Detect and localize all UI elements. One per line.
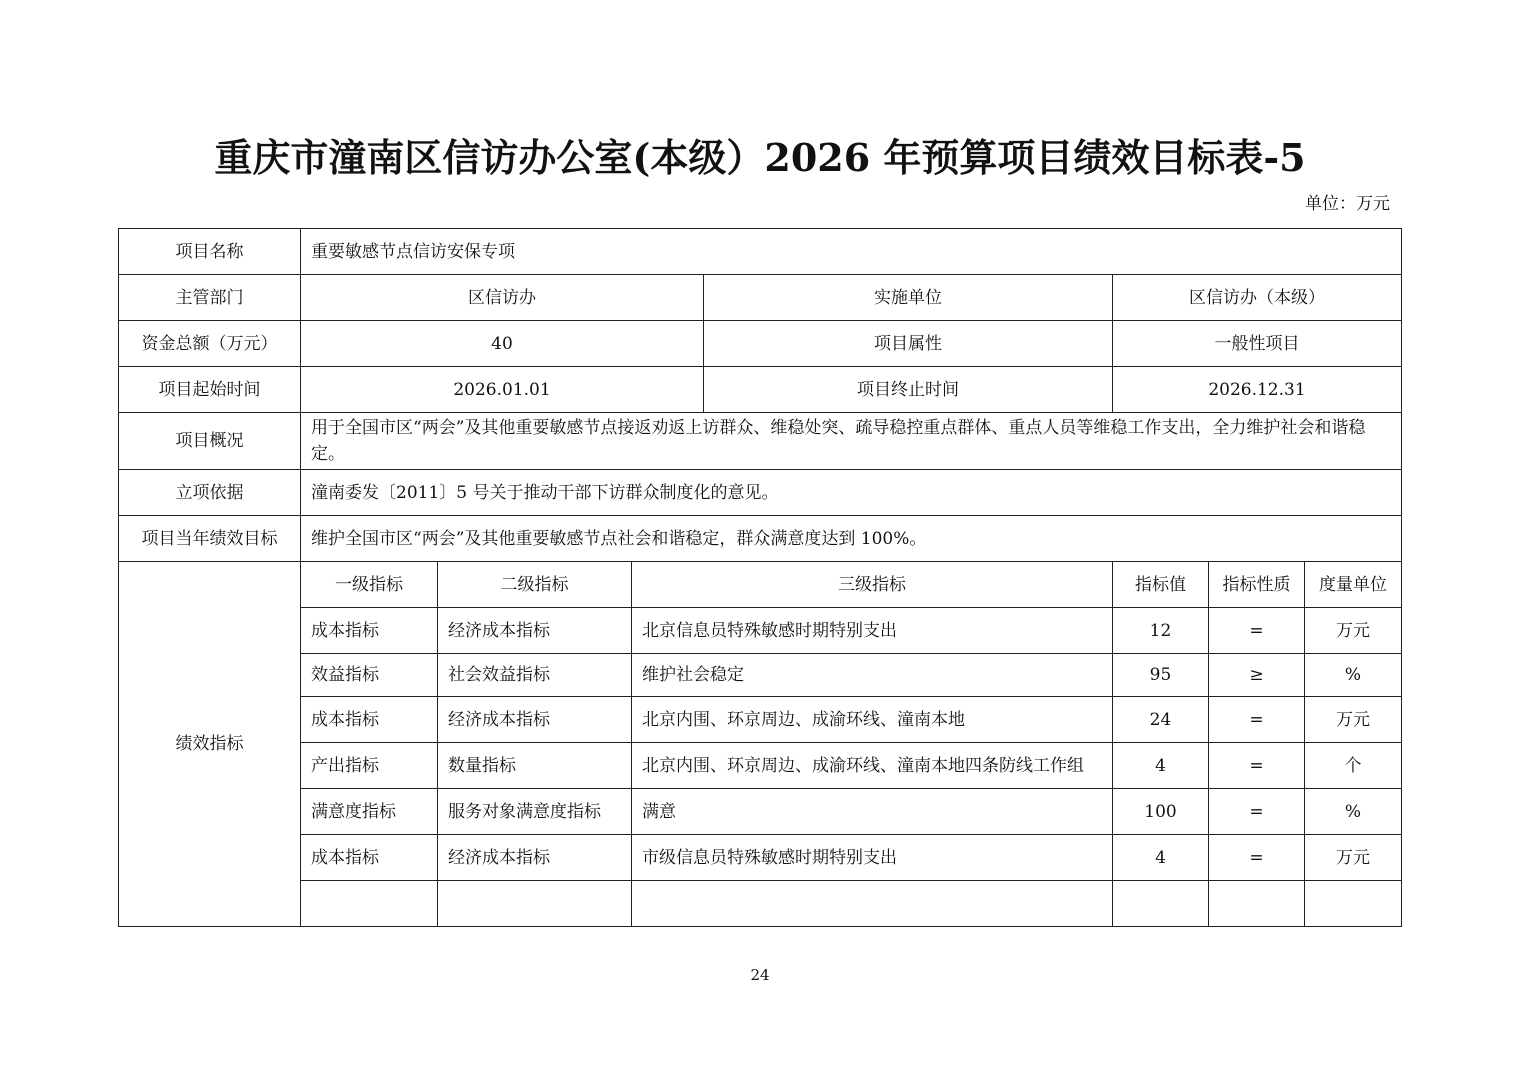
header-unit: 度量单位 — [1305, 562, 1402, 608]
page-title: 重庆市潼南区信访办公室(本级）2026 年预算项目绩效目标表-5 — [214, 135, 1306, 180]
indicator-level1: 成本指标 — [301, 608, 438, 654]
indicator-level3: 北京内围、环京周边、成渝环线、潼南本地四条防线工作组 — [642, 755, 1084, 776]
overview-label: 项目概况 — [119, 413, 301, 470]
indicator-nature: ≥ — [1209, 654, 1305, 697]
indicator-level2: 经济成本指标 — [438, 608, 632, 654]
attr-value: 一般性项目 — [1113, 321, 1402, 367]
indicator-level1: 满意度指标 — [301, 789, 438, 835]
indicator-row — [119, 608, 1402, 654]
indicator-level3: 维护社会稳定 — [632, 654, 1113, 697]
indicator-row — [119, 835, 1402, 881]
fund-value: 40 — [301, 321, 704, 367]
indicator-level1: 成本指标 — [301, 835, 438, 881]
empty-cell — [1209, 881, 1305, 927]
goal-value: 维护全国市区“两会”及其他重要敏感节点社会和谐稳定，群众满意度达到 100%。 — [301, 516, 1402, 562]
empty-cell — [301, 881, 438, 927]
overview-value: 用于全国市区“两会”及其他重要敏感节点接返劝返上访群众、维稳处突、疏导稳控重点群体、重点人员等维稳工作支出，全力维护社会和谐稳定。 — [301, 413, 1402, 470]
header-level1: 一级指标 — [301, 562, 438, 608]
basis-label: 立项依据 — [119, 470, 301, 516]
indicator-level3: 北京信息员特殊敏感时期特别支出 — [632, 608, 1113, 654]
indicator-level2: 社会效益指标 — [438, 654, 632, 697]
indicator-nature: = — [1209, 743, 1305, 789]
indicator-value: 4 — [1113, 743, 1209, 789]
empty-cell — [632, 881, 1113, 927]
indicators-section-label: 绩效指标 — [119, 562, 301, 927]
indicator-level2: 服务对象满意度指标 — [438, 789, 632, 835]
indicator-level2: 经济成本指标 — [438, 835, 632, 881]
empty-cell — [1113, 881, 1209, 927]
indicator-level3: 满意 — [632, 789, 1113, 835]
basis-value: 潼南委发〔2011〕5 号关于推动干部下访群众制度化的意见。 — [301, 470, 1402, 516]
impl-value: 区信访办（本级） — [1113, 275, 1402, 321]
dept-value: 区信访办 — [301, 275, 704, 321]
indicator-header-row — [119, 562, 1402, 608]
attr-label: 项目属性 — [704, 321, 1113, 367]
indicator-level1: 成本指标 — [301, 697, 438, 743]
indicator-value: 4 — [1113, 835, 1209, 881]
indicator-unit: 万元 — [1305, 835, 1402, 881]
indicator-unit: 万元 — [1305, 697, 1402, 743]
indicator-level1: 产出指标 — [301, 743, 438, 789]
indicator-nature: = — [1209, 697, 1305, 743]
header-level2: 二级指标 — [438, 562, 632, 608]
period-row — [119, 367, 1402, 413]
header-nature: 指标性质 — [1209, 562, 1305, 608]
impl-label: 实施单位 — [704, 275, 1113, 321]
indicator-unit: % — [1305, 654, 1402, 697]
indicator-value: 24 — [1113, 697, 1209, 743]
indicator-value: 95 — [1113, 654, 1209, 697]
indicator-level2: 数量指标 — [438, 743, 632, 789]
end-value: 2026.12.31 — [1113, 367, 1402, 413]
indicator-unit: 个 — [1305, 743, 1402, 789]
indicator-level3: 北京内围、环京周边、成渝环线、潼南本地 — [632, 697, 1113, 743]
fund-row — [119, 321, 1402, 367]
indicator-unit: 万元 — [1305, 608, 1402, 654]
indicator-level3-cell — [632, 743, 1113, 789]
project-name-value: 重要敏感节点信访安保专项 — [301, 229, 1402, 275]
fund-label: 资金总额（万元） — [119, 321, 301, 367]
overview-row — [119, 413, 1402, 470]
goal-row — [119, 516, 1402, 562]
basis-row — [119, 470, 1402, 516]
indicator-nature: = — [1209, 608, 1305, 654]
dept-label: 主管部门 — [119, 275, 301, 321]
start-label: 项目起始时间 — [119, 367, 301, 413]
indicator-row — [119, 654, 1402, 697]
header-level3: 三级指标 — [632, 562, 1113, 608]
start-value: 2026.01.01 — [301, 367, 704, 413]
indicator-row — [119, 743, 1402, 789]
indicator-value: 100 — [1113, 789, 1209, 835]
empty-indicator-row — [119, 881, 1402, 927]
indicator-value: 12 — [1113, 608, 1209, 654]
indicator-level3: 市级信息员特殊敏感时期特别支出 — [632, 835, 1113, 881]
goal-label: 项目当年绩效目标 — [119, 516, 301, 562]
page-number: 24 — [750, 966, 770, 984]
indicator-row — [119, 789, 1402, 835]
indicator-nature: = — [1209, 835, 1305, 881]
indicator-unit: % — [1305, 789, 1402, 835]
performance-table — [118, 228, 1402, 927]
unit-label: 单位：万元 — [1305, 194, 1390, 214]
indicator-level1: 效益指标 — [301, 654, 438, 697]
empty-cell — [1305, 881, 1402, 927]
project-name-row — [119, 229, 1402, 275]
header-value: 指标值 — [1113, 562, 1209, 608]
project-name-label: 项目名称 — [119, 229, 301, 275]
indicator-nature: = — [1209, 789, 1305, 835]
empty-cell — [438, 881, 632, 927]
indicator-level2: 经济成本指标 — [438, 697, 632, 743]
department-row — [119, 275, 1402, 321]
end-label: 项目终止时间 — [704, 367, 1113, 413]
indicator-row — [119, 697, 1402, 743]
